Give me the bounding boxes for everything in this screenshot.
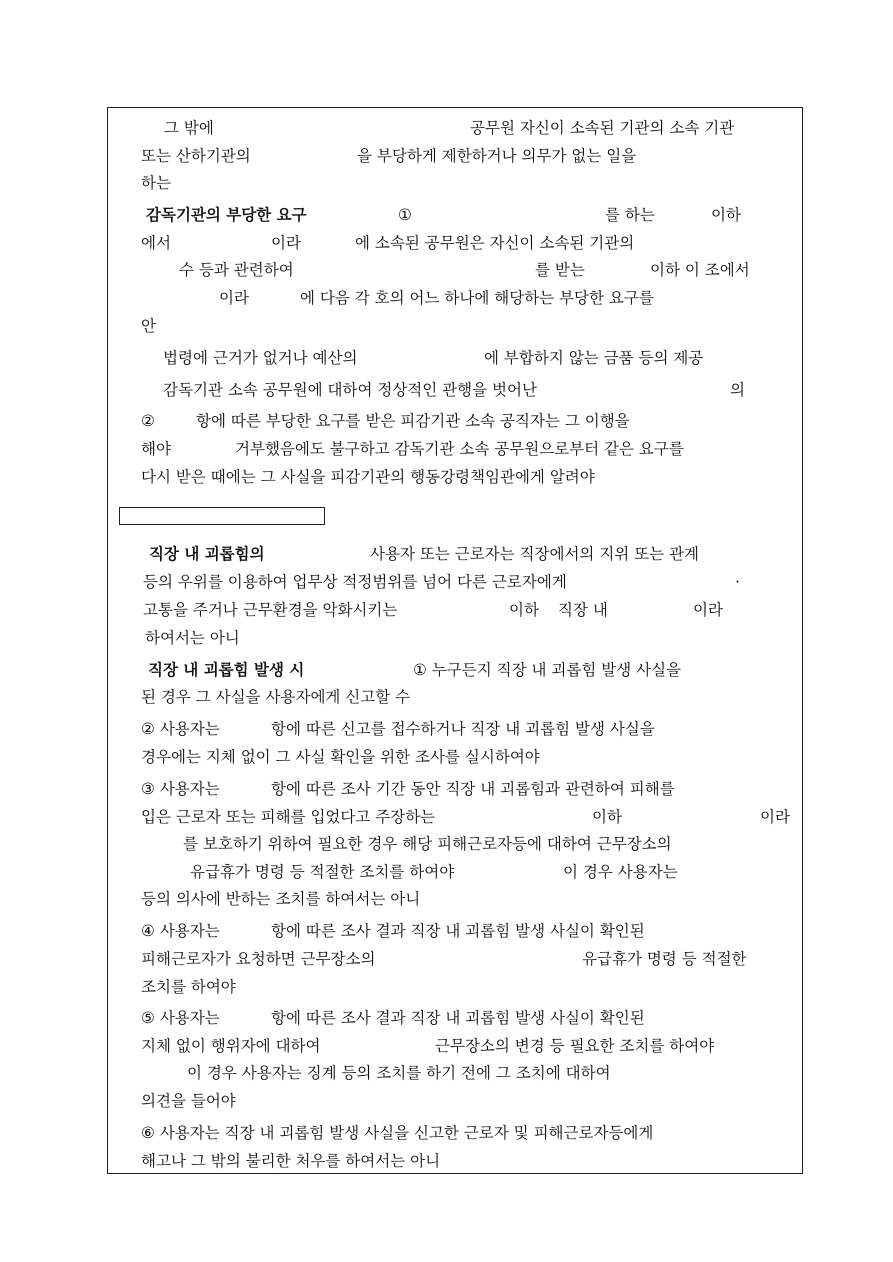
- text-line: ·: [735, 573, 740, 591]
- text-line: 지체 없이 행위자에 대하여: [141, 1037, 321, 1055]
- text-line: 를 받는: [535, 261, 585, 279]
- text-line: 이 경우 사용자는: [563, 863, 678, 881]
- text-line: 하는: [141, 174, 171, 192]
- text-line: ①: [398, 206, 412, 224]
- text-line: 이라: [219, 289, 249, 307]
- text-line: 등의 우위를 이용하여 업무상 적정범위를 넘어 다른 근로자에게: [143, 573, 567, 591]
- text-line: 경우에는 지체 없이 그 사실 확인을 위한 조사를 실시하여야: [141, 748, 540, 766]
- text-line: 또는 산하기관의: [141, 147, 251, 165]
- text-line: 이라: [271, 234, 301, 252]
- text-line: 항에 따른 신고를 접수하거나 직장 내 괴롭힘 발생 사실을: [271, 720, 655, 738]
- text-line: 에 부합하지 않는 금품 등의 제공: [484, 349, 704, 367]
- text-line: 의견을 들어야: [141, 1092, 236, 1110]
- text-line: 이하 이 조에서: [650, 261, 750, 279]
- text-line: 거부했음에도 불구하고 감독기관 소속 공무원으로부터 같은 요구를: [235, 440, 684, 458]
- empty-label-box: [119, 507, 325, 525]
- text-line: 항에 따른 부당한 요구를 받은 피감기관 소속 공직자는 그 이행을: [196, 412, 630, 430]
- text-line: 을 부당하게 제한하거나 의무가 없는 일을: [357, 147, 637, 165]
- text-line: ② 사용자는: [141, 720, 220, 738]
- text-line: ① 누구든지 직장 내 괴롭힘 발생 사실을: [413, 661, 682, 679]
- text-line: 그 밖에: [164, 119, 214, 137]
- text-line: 사용자 또는 근로자는 직장에서의 지위 또는 관계: [370, 545, 700, 563]
- text-line: 근무장소의 변경 등 필요한 조치를 하여야: [435, 1037, 715, 1055]
- text-line: 입은 근로자 또는 피해를 입었다고 주장하는: [141, 808, 436, 826]
- text-line: 이하: [711, 206, 741, 224]
- text-line: 유급휴가 명령 등 적절한 조치를 하여야: [190, 863, 455, 881]
- text-line: 고통을 주거나 근무환경을 악화시키는: [143, 601, 398, 619]
- text-line: 된 경우 그 사실을 사용자에게 신고할 수: [141, 688, 411, 706]
- text-line: 공무원 자신이 소속된 기관의 소속 기관: [470, 119, 735, 137]
- text-line: 에 다음 각 호의 어느 하나에 해당하는 부당한 요구를: [300, 289, 654, 307]
- text-line: 항에 따른 조사 기간 동안 직장 내 괴롭힘과 관련하여 피해를: [271, 780, 675, 798]
- text-line: 항에 따른 조사 결과 직장 내 괴롭힘 발생 사실이 확인된: [271, 1009, 645, 1027]
- text-line: 법령에 근거가 없거나 예산의: [163, 349, 358, 367]
- text-line: ③ 사용자는: [141, 780, 220, 798]
- text-line: 의: [730, 381, 745, 399]
- text-line: 조치를 하여야: [141, 978, 236, 996]
- text-line: ②: [141, 412, 155, 430]
- section-heading: 감독기관의 부당한 요구: [146, 206, 307, 224]
- text-line: 를 하는: [605, 206, 655, 224]
- text-line: 피해근로자가 요청하면 근무장소의: [141, 950, 376, 968]
- text-line: 이하: [592, 808, 622, 826]
- text-line: 항에 따른 조사 결과 직장 내 괴롭힘 발생 사실이 확인된: [271, 922, 645, 940]
- text-line: 감독기관 소속 공무원에 대하여 정상적인 관행을 벗어난: [163, 381, 537, 399]
- section-heading: 직장 내 괴롭힘 발생 시: [148, 661, 305, 679]
- text-line: 를 보호하기 위하여 필요한 경우 해당 피해근로자등에 대하여 근무장소의: [183, 835, 672, 853]
- text-line: 수 등과 관련하여: [179, 261, 294, 279]
- text-line: 해고나 그 밖의 불리한 처우를 하여서는 아니: [141, 1152, 441, 1170]
- text-line: 유급휴가 명령 등 적절한: [582, 950, 747, 968]
- text-line: 직장 내: [558, 601, 608, 619]
- text-line: ④ 사용자는: [141, 922, 220, 940]
- text-line: 안: [141, 317, 156, 335]
- text-line: ⑥ 사용자는 직장 내 괴롭힘 발생 사실을 신고한 근로자 및 피해근로자등에게: [141, 1124, 654, 1142]
- section-heading: 직장 내 괴롭힘의: [149, 545, 265, 563]
- text-line: ⑤ 사용자는: [141, 1009, 220, 1027]
- text-line: 하여서는 아니: [145, 629, 240, 647]
- text-line: 에서: [141, 234, 171, 252]
- text-line: 에 소속된 공무원은 자신이 소속된 기관의: [355, 234, 635, 252]
- text-line: 이라: [760, 808, 790, 826]
- text-line: 이하: [509, 601, 539, 619]
- text-line: 다시 받은 때에는 그 사실을 피감기관의 행동강령책임관에게 알려야: [141, 468, 595, 486]
- text-line: 이라: [693, 601, 723, 619]
- text-line: 이 경우 사용자는 징계 등의 조치를 하기 전에 그 조치에 대하여: [187, 1064, 611, 1082]
- text-line: 등의 의사에 반하는 조치를 하여서는 아니: [141, 890, 421, 908]
- text-line: 해야: [141, 440, 171, 458]
